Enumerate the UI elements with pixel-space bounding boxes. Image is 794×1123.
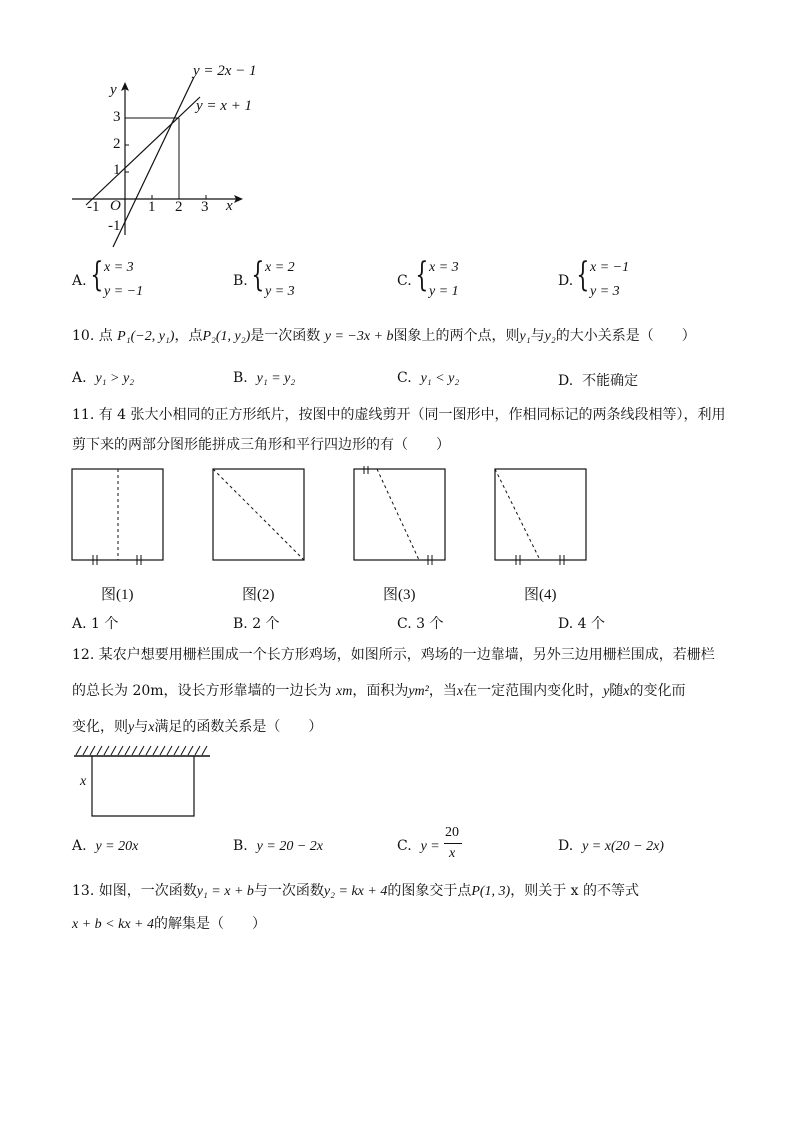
q11-option-c[interactable]: C. 3 个 xyxy=(397,616,444,632)
fig1-square xyxy=(72,469,163,565)
y-tick-neg1: -1 xyxy=(108,218,121,234)
fraction-bar xyxy=(444,843,462,844)
brace-icon: { xyxy=(576,255,590,295)
q13-stem-line2: x + b < kx + 4的解集是（ ） xyxy=(72,916,266,932)
x-axis-label: x xyxy=(226,198,233,214)
q12-chicken-pen-figure xyxy=(70,744,215,820)
caption-fig1: 图(1) xyxy=(101,587,134,603)
q12-option-c[interactable]: C. y = 20 x xyxy=(397,838,440,855)
line-y-x-plus-1 xyxy=(86,97,200,205)
q11-stem-line1: 11. 有 4 张大小相同的正方形纸片，按图中的虚线剪开（同一图形中，作相同标记的两条线段相等），利用 xyxy=(72,407,726,423)
q12-stem-line2: 的总长为 20m，设长方形靠墙的一边长为 xm，面积为ym²，当x在一定范围内变化时，y随x的变化而 xyxy=(72,683,686,699)
brace-icon: { xyxy=(415,255,429,295)
q11-stem-line2: 剪下来的两部分图形能拼成三角形和平行四边形的有（ ） xyxy=(72,437,450,453)
q12-option-d[interactable]: D. y = x(20 − 2x) xyxy=(558,838,664,854)
x-tick-2: 2 xyxy=(175,199,183,215)
fraction-denominator: x xyxy=(449,846,456,861)
q11-figures xyxy=(70,466,590,568)
q12-stem-line3: 变化，则y与x满足的函数关系是（ ） xyxy=(72,719,323,735)
fig2-square xyxy=(213,469,304,560)
q12-option-a[interactable]: A. y = 20x xyxy=(72,838,139,854)
caption-fig3: 图(3) xyxy=(383,587,416,603)
q10-option-c[interactable]: C. y₁ < y₂ xyxy=(397,370,460,386)
q11-option-d[interactable]: D. 4 个 xyxy=(558,616,605,632)
q11-option-b[interactable]: B. 2 个 xyxy=(233,616,280,632)
q12-option-b[interactable]: B. y = 20 − 2x xyxy=(233,838,323,854)
brace-icon: { xyxy=(90,255,104,295)
fig-x-label: x xyxy=(80,774,87,789)
caption-fig2: 图(2) xyxy=(242,587,275,603)
x-tick-1: 1 xyxy=(148,199,156,215)
y-axis-label: y xyxy=(110,82,117,98)
q13-stem-line1: 13. 如图，一次函数y₁ = x + b与一次函数y₂ = kx + 4的图象交于点P(1, 3)，则关于 x 的不等式 xyxy=(72,883,640,899)
fence xyxy=(92,756,194,816)
q10-option-b[interactable]: B. y₁ = y₂ xyxy=(233,370,296,386)
line2-label: y = x + 1 xyxy=(196,98,253,114)
fig4-square xyxy=(495,469,586,565)
y-tick-3: 3 xyxy=(113,109,121,125)
q10-option-d[interactable]: D. 不能确定 xyxy=(558,373,639,389)
fraction-numerator: 20 xyxy=(445,825,459,840)
q11-option-a[interactable]: A. 1 个 xyxy=(72,616,119,632)
origin-label: O xyxy=(110,198,121,214)
caption-fig4: 图(4) xyxy=(524,587,557,603)
q10-stem: 10. 点 P₁(−2, y₁)，点P₂(1, y₂)是一次函数 y = −3x + b图象上的两个点，则y₁与y₂的大小关系是（ ） xyxy=(72,328,696,344)
q10-option-a[interactable]: A. y₁ > y₂ xyxy=(72,370,135,386)
y-tick-1: 1 xyxy=(113,162,121,178)
wall-hatching xyxy=(76,746,207,755)
y-tick-2: 2 xyxy=(113,136,121,152)
x-tick-3: 3 xyxy=(201,199,209,215)
line1-label: y = 2x − 1 xyxy=(193,63,257,79)
q12-stem-line1: 12. 某农户想要用栅栏围成一个长方形鸡场，如图所示，鸡场的一边靠墙，另外三边用栅栏围成，若栅栏 xyxy=(72,647,715,663)
fig3-square xyxy=(354,466,445,565)
brace-icon: { xyxy=(251,255,265,295)
q9-graph xyxy=(60,55,290,255)
x-tick-neg1: -1 xyxy=(87,199,100,215)
